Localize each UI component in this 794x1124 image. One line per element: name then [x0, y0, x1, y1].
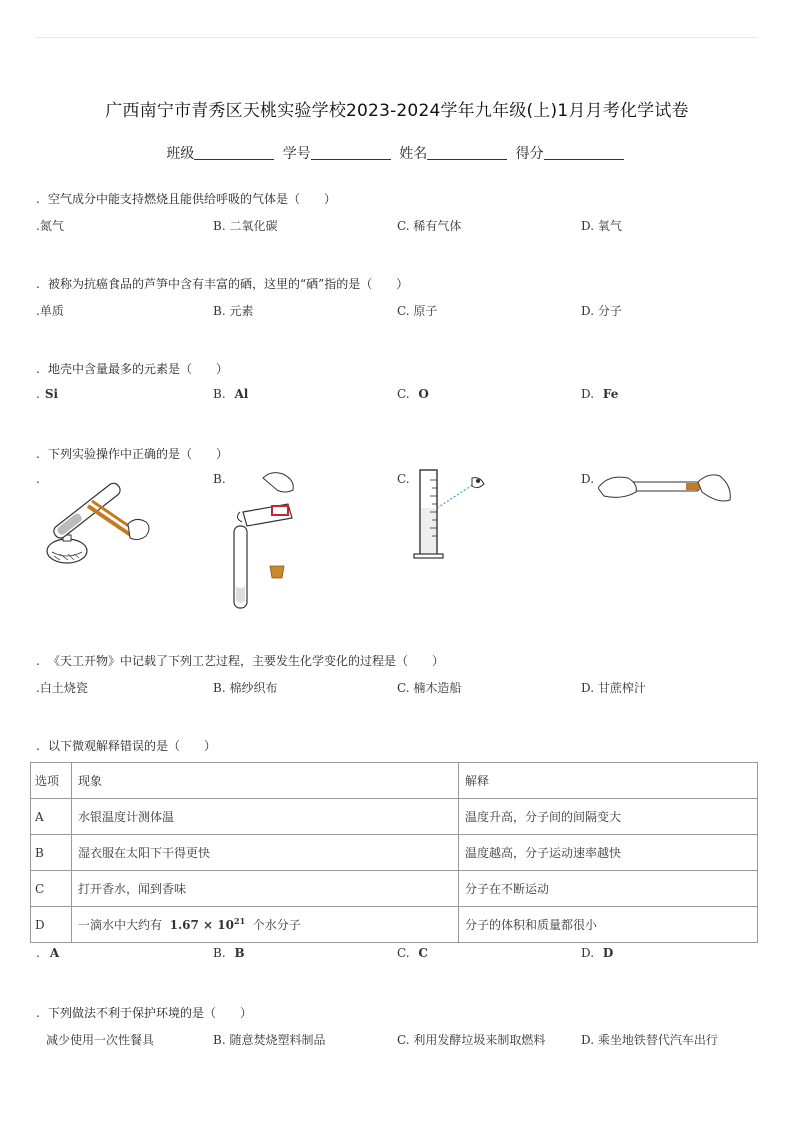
student-info-line	[0, 143, 794, 163]
q6-option-d[interactable]: D. D	[581, 946, 614, 960]
id-blank[interactable]	[311, 145, 391, 160]
q1-option-c[interactable]: C. 稀有气体	[397, 219, 462, 233]
q1-option-a[interactable]: .氮气	[36, 219, 64, 233]
graduated-cylinder-icon	[410, 468, 500, 563]
q2-option-b[interactable]: B. 元素	[213, 304, 254, 318]
table-header-explanation: 解释	[459, 763, 758, 799]
question-2: . 被称为抗癌食品的芦笋中含有丰富的硒，这里的“硒”指的是（ ）	[36, 277, 409, 291]
table-row: B 湿衣服在太阳下干得更快 温度越高，分子运动速率越快	[31, 835, 758, 871]
heating-test-tube-icon	[40, 468, 155, 568]
table-header-option: 选项	[31, 763, 72, 799]
q5-option-c[interactable]: C. 楠木造船	[397, 681, 462, 695]
q5-option-a[interactable]: .白土烧瓷	[36, 681, 88, 695]
question-5-text: 《天工开物》中记载了下列工艺过程，主要发生化学变化的过程是（ ）	[48, 654, 445, 668]
pouring-liquid-icon	[228, 468, 308, 613]
class-blank[interactable]	[194, 145, 274, 160]
question-6-text: 以下微观解释错误的是（ ）	[48, 739, 217, 753]
question-7: . 下列做法不利于保护环境的是（ ）	[36, 1006, 253, 1020]
question-3: . 地壳中含量最多的元素是（ ）	[36, 362, 229, 376]
q1-option-b[interactable]: B. 二氧化碳	[213, 219, 278, 233]
question-6: . 以下微观解释错误的是（ ）	[36, 739, 217, 753]
id-label: 学号	[282, 146, 311, 162]
question-4: . 下列实验操作中正确的是（ ）	[36, 447, 229, 461]
table-row: A 水银温度计测体温 温度升高，分子间的间隔变大	[31, 799, 758, 835]
q5-option-d[interactable]: D. 甘蔗榨汁	[581, 681, 646, 695]
q7-option-c[interactable]: C. 利用发酵垃圾来制取燃料	[397, 1033, 546, 1047]
shaking-test-tube-icon	[598, 468, 733, 513]
q1-option-d[interactable]: D. 氧气	[581, 219, 622, 233]
explanation-table	[30, 762, 758, 943]
q6-option-a[interactable]: . A	[36, 946, 60, 960]
q4-option-a-label[interactable]: .	[36, 472, 40, 486]
question-1: . 空气成分中能支持燃烧且能供给呼吸的气体是（ ）	[36, 192, 337, 206]
q3-option-b[interactable]: B. Al	[213, 387, 249, 401]
q2-option-a[interactable]: .单质	[36, 304, 64, 318]
name-blank[interactable]	[427, 145, 507, 160]
q3-option-d[interactable]: D. Fe	[581, 387, 619, 401]
question-7-text: 下列做法不利于保护环境的是（ ）	[48, 1006, 253, 1020]
table-row: C 打开香水，闻到香味 分子在不断运动	[31, 871, 758, 907]
q7-option-d[interactable]: D. 乘坐地铁替代汽车出行	[581, 1033, 718, 1047]
question-2-text: 被称为抗癌食品的芦笋中含有丰富的硒，这里的“硒”指的是（ ）	[48, 277, 409, 291]
q4-option-c-label[interactable]: C.	[397, 472, 410, 486]
formula-cell: 一滴水中大约有 $1.67 \times 10^{21}$ 个水分子	[72, 907, 459, 943]
q3-option-c[interactable]: C. O	[397, 387, 429, 401]
q6-option-b[interactable]: B. B	[213, 946, 245, 960]
q5-option-b[interactable]: B. 棉纱织布	[213, 681, 278, 695]
q7-option-b[interactable]: B. 随意焚烧塑料制品	[213, 1033, 326, 1047]
q2-option-d[interactable]: D. 分子	[581, 304, 622, 318]
table-header-phenomenon: 现象	[72, 763, 459, 799]
q3-option-a[interactable]: . Si	[36, 387, 59, 401]
q6-option-c[interactable]: C. C	[397, 946, 428, 960]
header-divider	[36, 37, 758, 38]
table-row: D 一滴水中大约有 $1.67 \times 10^{21}$ 个水分子 分子的体积和质量都很小	[31, 907, 758, 943]
class-label: 班级	[166, 146, 195, 162]
q7-option-a[interactable]: 减少使用一次性餐具	[46, 1033, 155, 1047]
score-label: 得分	[515, 146, 544, 162]
page-title: 广西南宁市青秀区天桃实验学校2023-2024学年九年级(上)1月月考化学试卷	[105, 101, 689, 121]
q2-option-c[interactable]: C. 原子	[397, 304, 438, 318]
question-5: . 《天工开物》中记载了下列工艺过程，主要发生化学变化的过程是（ ）	[36, 654, 445, 668]
q4-option-b-label[interactable]: B.	[213, 472, 226, 486]
table-header-row	[31, 763, 758, 799]
question-4-text: 下列实验操作中正确的是（ ）	[48, 447, 229, 461]
score-blank[interactable]	[544, 145, 624, 160]
question-3-text: 地壳中含量最多的元素是（ ）	[48, 362, 229, 376]
question-1-text: 空气成分中能支持燃烧且能供给呼吸的气体是（ ）	[48, 192, 337, 206]
q4-option-d-label[interactable]: D.	[581, 472, 595, 486]
name-label: 姓名	[399, 146, 428, 162]
